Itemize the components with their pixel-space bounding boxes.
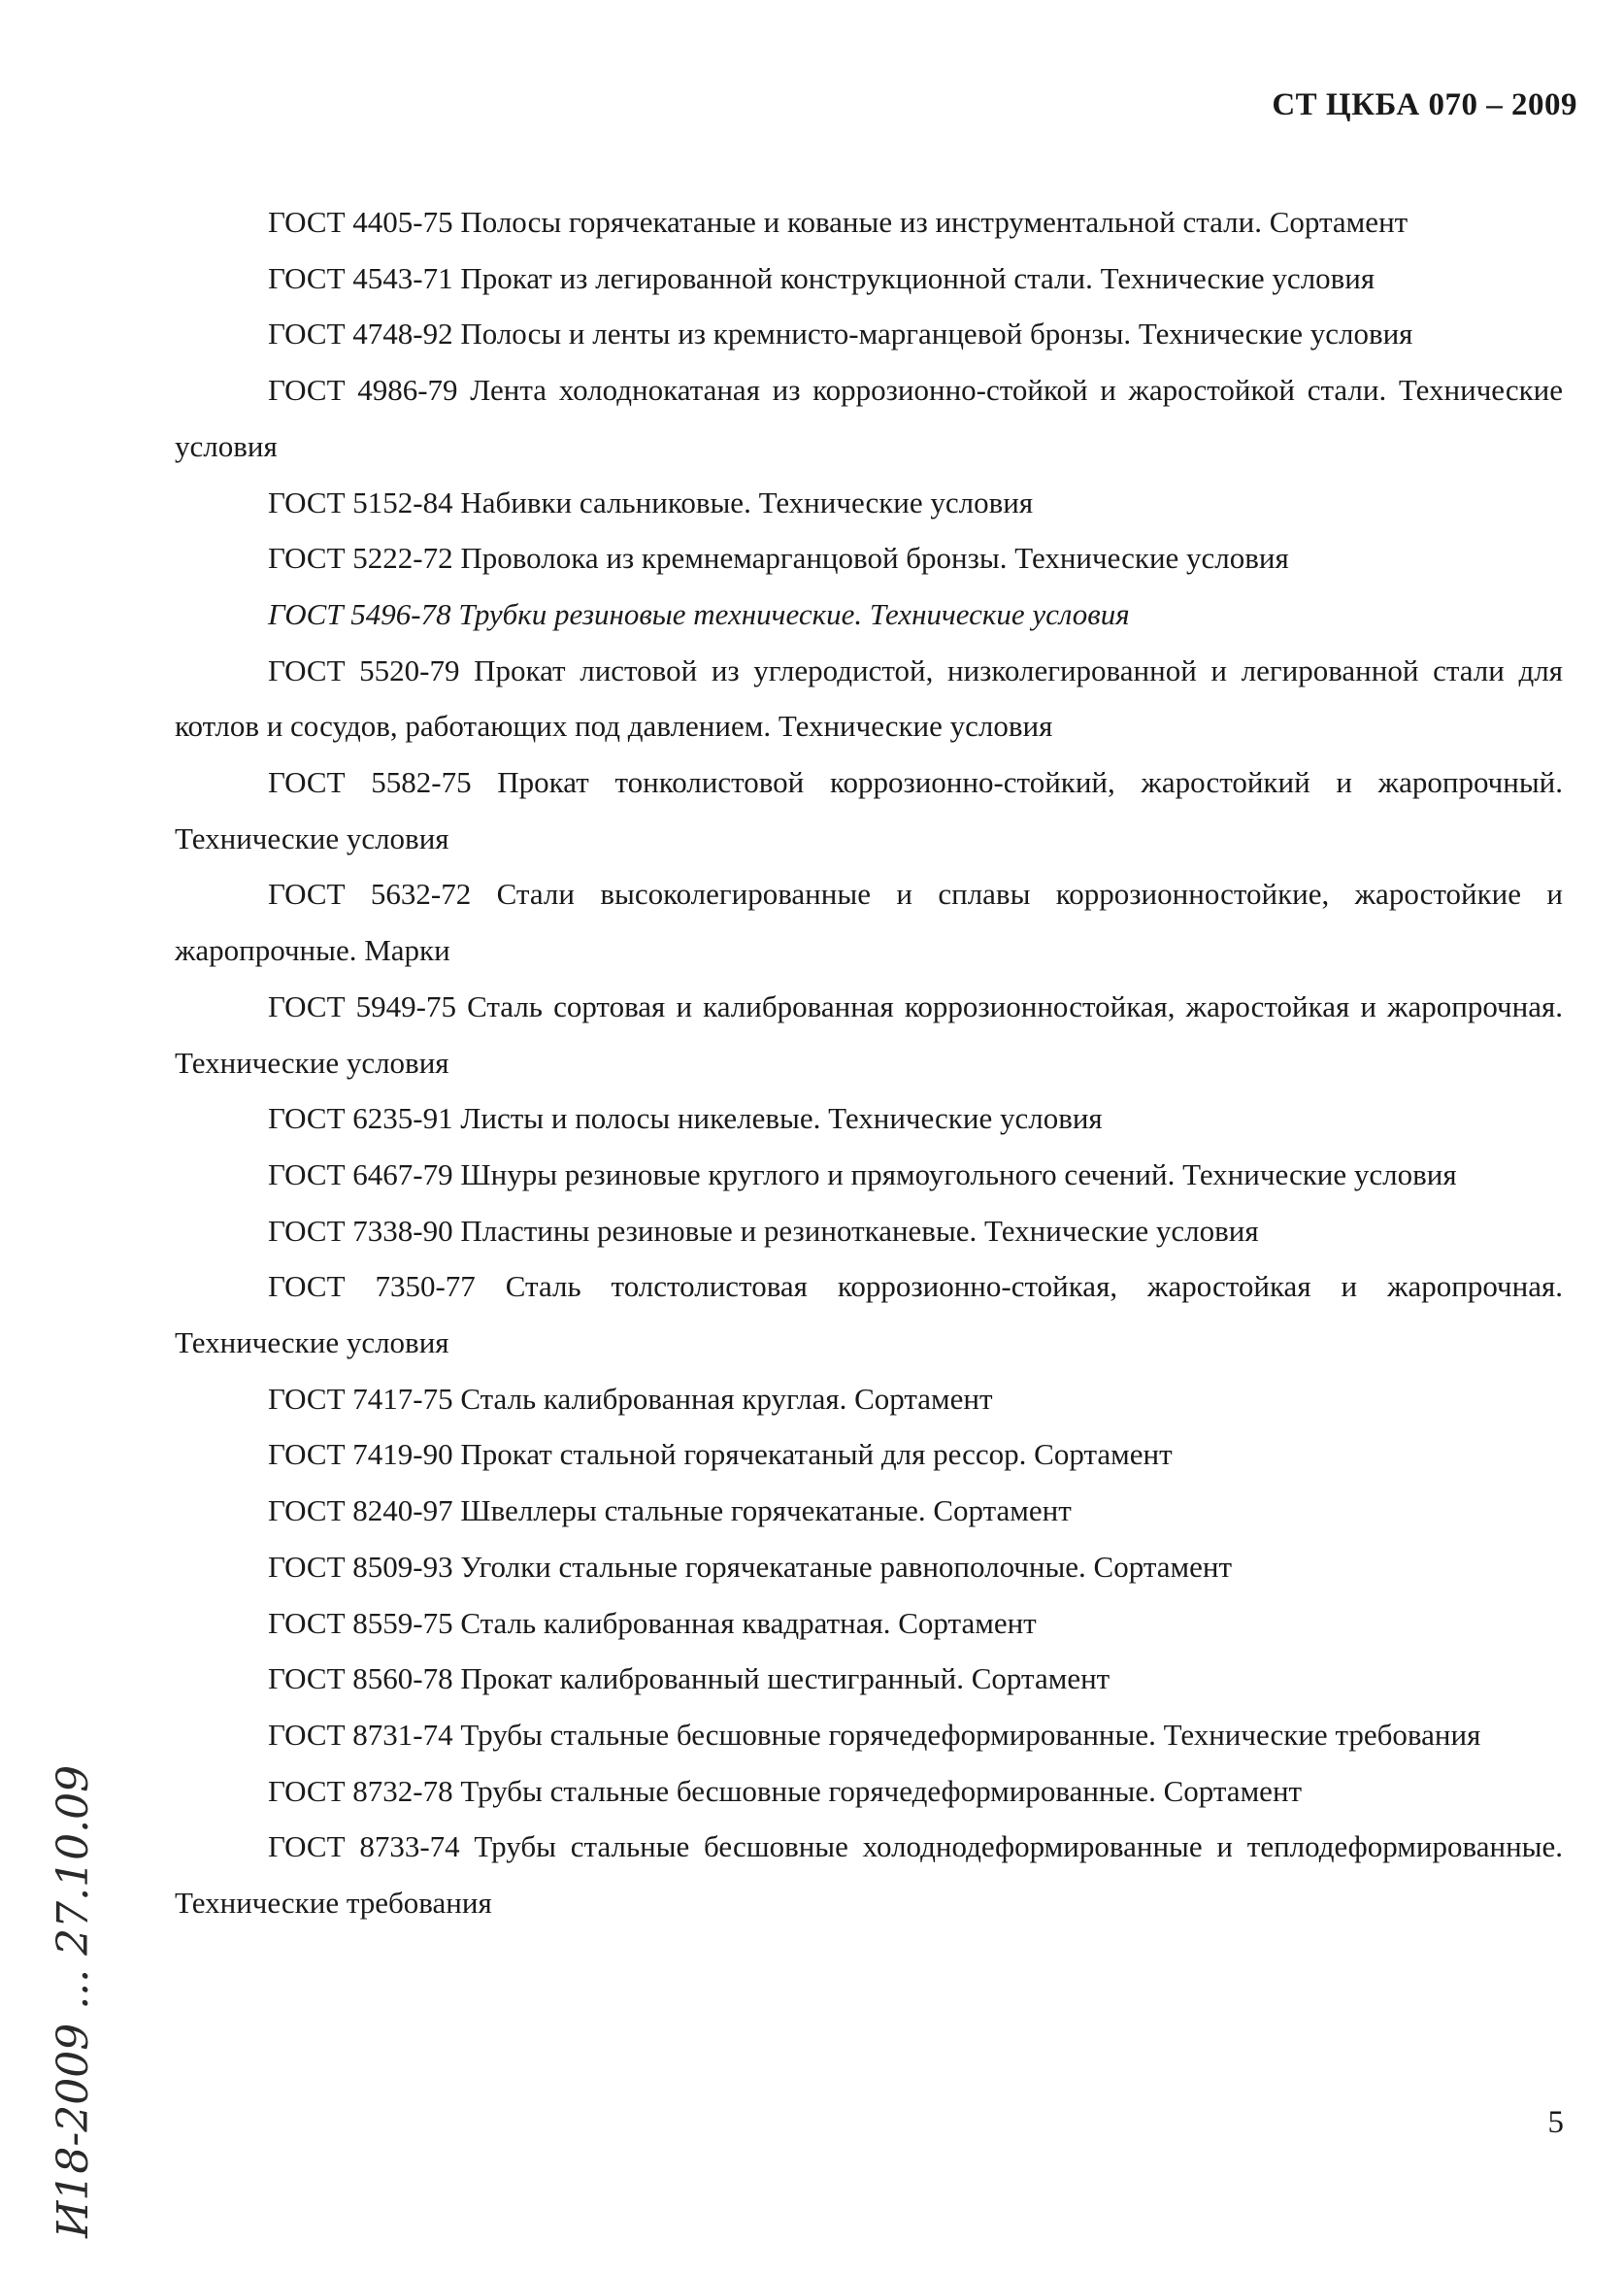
reference-item: ГОСТ 8559-75 Сталь калиброванная квадратная. Сортамент (268, 1605, 1037, 1640)
handwritten-registration-note (17, 1723, 124, 2248)
reference-item: ГОСТ 5152-84 Набивки сальниковые. Технические условия (268, 485, 1034, 519)
reference-item: ГОСТ 4986-79 Лента холоднокатаная из коррозионно-стойкой и жаростойкой стали. Технические условия (175, 373, 1563, 463)
reference-item: ГОСТ 7350-77 Сталь толстолистовая коррозионно-стойкая, жаростойкая и жаропрочная. Технические условия (175, 1269, 1563, 1360)
normative-references-list (175, 194, 1563, 1931)
reference-item: ГОСТ 6467-79 Шнуры резиновые круглого и прямоугольного сечений. Технические условия (268, 1156, 1457, 1191)
reference-item: ГОСТ 8240-97 Швеллеры стальные горячекатаные. Сортамент (268, 1493, 1072, 1528)
document-code-header: СТ ЦКБА 070 – 2009 (1272, 87, 1577, 122)
reference-item: ГОСТ 4748-92 Полосы и ленты из кремнисто-марганцевой бронзы. Технические условия (268, 317, 1413, 351)
reference-item: ГОСТ 5520-79 Прокат листовой из углеродистой, низколегированной и легированной стали для котлов и сосудов, работающих под давлением. Технические условия (175, 652, 1563, 744)
reference-item: ГОСТ 8731-74 Трубы стальные бесшовные горячедеформированные. Технические требования (268, 1717, 1481, 1752)
reference-item: ГОСТ 6235-91 Листы и полосы никелевые. Технические условия (268, 1101, 1103, 1136)
page-number: 5 (1547, 2105, 1564, 2140)
reference-item: ГОСТ 7417-75 Сталь калиброванная круглая. Сортамент (268, 1381, 993, 1416)
reference-item: ГОСТ 7338-90 Пластины резиновые и резинотканевые. Технические условия (268, 1213, 1259, 1248)
reference-item: ГОСТ 8733-74 Трубы стальные бесшовные холоднодеформированные и теплодеформированные. Технические требования (175, 1829, 1563, 1921)
reference-item: ГОСТ 5496-78 Трубки резиновые технические. Технические условия (268, 596, 1130, 631)
reference-item: ГОСТ 7419-90 Прокат стальной горячекатаный для рессор. Сортамент (268, 1437, 1173, 1472)
reference-item: ГОСТ 4405-75 Полосы горячекатаные и кованые из инструментальной стали. Сортамент (268, 205, 1409, 239)
reference-item: ГОСТ 8732-78 Трубы стальные бесшовные горячедеформированные. Сортамент (268, 1773, 1303, 1808)
reference-item: ГОСТ 4543-71 Прокат из легированной конструкционной стали. Технические условия (268, 260, 1375, 295)
reference-item: ГОСТ 8560-78 Прокат калиброванный шестигранный. Сортамент (268, 1661, 1110, 1696)
reference-item: ГОСТ 8509-93 Уголки стальные горячекатаные равнополочные. Сортамент (268, 1549, 1233, 1584)
reference-item: ГОСТ 5949-75 Сталь сортовая и калиброванная коррозионностойкая, жаростойкая и жаропрочная. Технические условия (175, 988, 1563, 1080)
reference-item: ГОСТ 5222-72 Проволока из кремнемарганцовой бронзы. Технические условия (268, 541, 1289, 576)
margin-note-text: И18-2009 ... 27.10.09 (49, 1764, 98, 2238)
reference-item: ГОСТ 5582-75 Прокат тонколистовой коррозионно-стойкий, жаростойкий и жаропрочный. Технические условия (175, 765, 1563, 855)
reference-item: ГОСТ 5632-72 Стали высоколегированные и сплавы коррозионностойкие, жаростойкие и жаропрочные. Марки (175, 877, 1563, 968)
